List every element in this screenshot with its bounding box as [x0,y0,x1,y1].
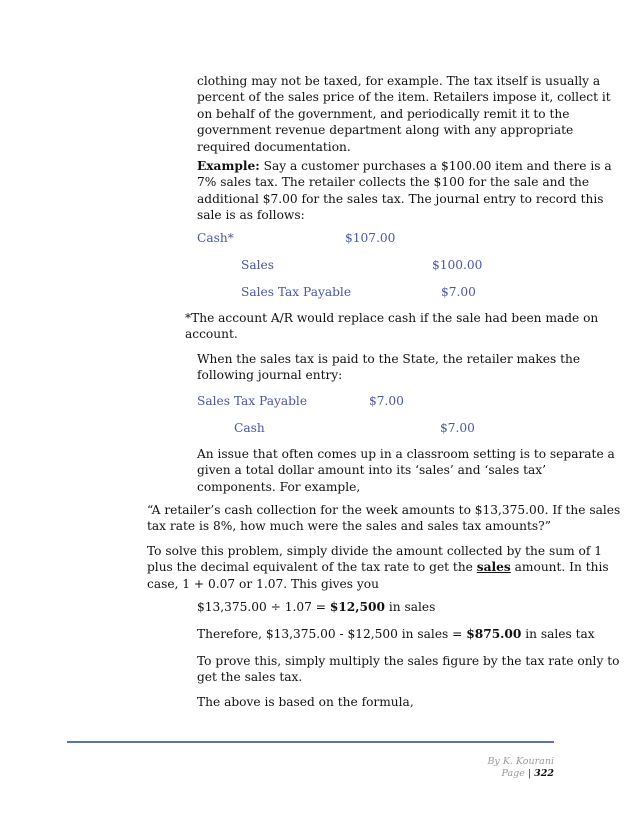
account-note [185,310,598,343]
page-label: Page [501,768,525,779]
text-span: amount. In this [510,560,609,575]
text-line: *The account A/R would replace cash if the sale had been made on [185,311,599,325]
example-label: Example: [197,159,260,173]
text-span: in sales tax [521,627,595,641]
text-line: 7% sales tax. The retailer collects the $100 for the sale and the [197,175,590,190]
entry1-credit1-amount: $100.00 [432,258,483,272]
text-line: on behalf of the government, and periodically remit it to the [197,106,570,121]
text-line: To solve this problem, simply divide the amount collected by the sum of 1 [147,544,603,558]
text-line: An issue that often comes up in a classroom setting is to separate a [197,447,615,461]
text-line: get the sales tax. [197,670,303,685]
example-paragraph [197,158,612,224]
text-span: Therefore, $13,375.00 - $12,500 in sales = [197,627,467,641]
solve-paragraph [147,543,609,592]
text-line: clothing may not be taxed, for example. The tax itself is usually a [197,74,601,88]
text-line: government revenue department along with any appropriate [197,123,574,138]
entry1-credit2-account: Sales Tax Payable [241,285,352,299]
entry2-debit-account: Sales Tax Payable [197,394,308,408]
sales-tax-result: $875.00 [466,627,522,641]
footer-page [502,768,554,779]
text-line: When the sales tax is paid to the State, the retailer makes the [197,352,581,366]
problem-quote [147,502,620,535]
text-line [147,559,609,575]
text-line: additional $7.00 for the sales tax. The journal entry to record this [197,191,604,206]
text-line [197,158,612,174]
tax-paid-paragraph [197,351,580,384]
text-line: “A retailer’s cash collection for the week amounts to $13,375.00. If the sales [147,503,621,517]
example-line1: Say a customer purchases a $100.00 item and there is a [259,159,612,173]
page-number: 322 [534,768,554,779]
calc-sales [197,599,435,615]
entry1-credit2-amount: $7.00 [441,285,476,299]
text-line: sale is as follows: [197,208,305,223]
text-line: given a total dollar amount into its ‘sales’ and ‘sales tax’ [197,463,546,478]
text-line: To prove this, simply multiply the sales figure by the tax rate only to [197,654,620,668]
entry1-credit1-account: Sales [241,258,274,272]
text-span: plus the decimal equivalent of the tax rate to get the [147,560,477,575]
text-line: account. [185,327,238,342]
entry1-debit-amount: $107.00 [345,231,396,245]
entry2-credit-amount: $7.00 [440,421,475,435]
sales-emphasis: sales [476,560,511,575]
calc-sales-tax [197,626,595,642]
formula-intro: The above is based on the formula, [197,695,414,709]
text-line: required documentation. [197,139,351,154]
text-span: in sales [384,600,436,614]
text-span: $13,375.00 ÷ 1.07 = [197,600,330,614]
text-line: case, 1 + 0.07 or 1.07. This gives you [147,576,379,591]
entry2-credit-account: Cash [234,421,265,435]
issue-paragraph [197,446,615,495]
text-line: tax rate is 8%, how much were the sales and sales tax amounts?” [147,519,551,534]
page-separator: | [527,768,532,779]
footer-rule [67,741,554,743]
footer-author: By K. Kourani [487,756,554,767]
text-line: percent of the sales price of the item. Retailers impose it, collect it [197,90,611,105]
intro-paragraph [197,73,611,155]
prove-paragraph [197,653,619,686]
entry2-debit-amount: $7.00 [369,394,404,408]
text-line: following journal entry: [197,368,343,383]
sales-result: $12,500 [329,600,385,614]
entry1-debit-account: Cash* [197,231,234,245]
text-line: components. For example, [197,479,361,494]
